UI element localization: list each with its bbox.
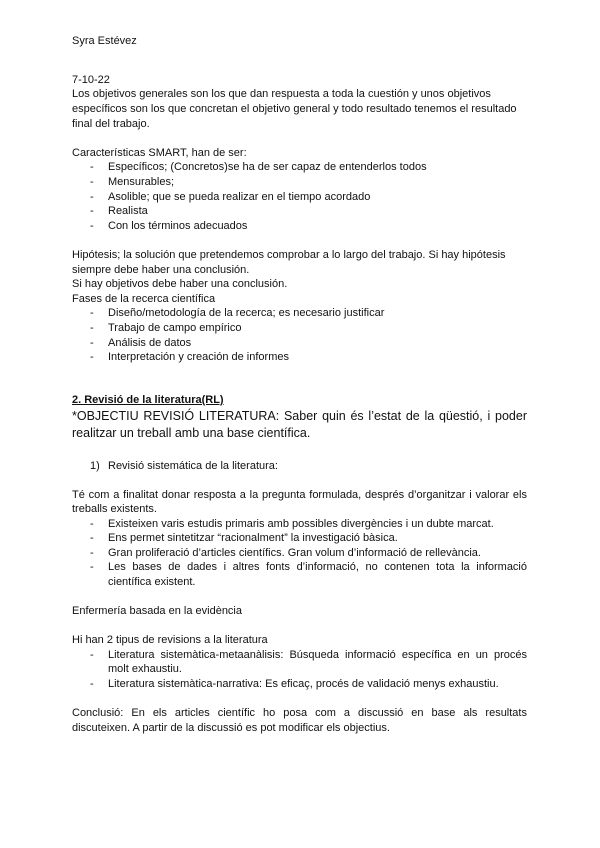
- review-item-4-line-2: científica existent.: [108, 576, 196, 588]
- bullet-dash: -: [90, 337, 94, 349]
- objectives-line-1: Los objetivos generales son los que dan respuesta a toda la cuestión y unos objetivos: [72, 88, 491, 100]
- type-1-line-1: Literatura sistemàtica-metaanàlisis: Búsqueda informació específica en un procés: [108, 649, 527, 661]
- conclusion-line-1: Conclusió: En els articles científic ho posa com a discussió en base als resultats: [72, 707, 527, 719]
- review-item-3: Gran proliferació d’articles científics. Gran volum d’informació de rellevància.: [108, 547, 481, 559]
- smart-title: Características SMART, han de ser:: [72, 147, 247, 159]
- conclusion-line-2: discuteixen. A partir de la discussió es pot modificar els objectius.: [72, 722, 390, 734]
- review-item-1: Existeixen varis estudis primaris amb possibles divergències i un dubte marcat.: [108, 518, 494, 530]
- bullet-dash: -: [90, 518, 94, 530]
- review-item-4-line-1: Les bases de dades i altres fonts d’informació, no contenen tota la informació: [108, 561, 527, 573]
- bullet-dash: -: [90, 649, 94, 661]
- bullet-dash: -: [90, 161, 94, 173]
- systematic-review-title: Revisió sistemática de la literatura:: [108, 460, 278, 472]
- purpose-line-1: Té com a finalitat donar resposta a la pregunta formulada, després d’organitzar i valorar els: [72, 489, 527, 501]
- smart-item-2: Mensurables;: [108, 176, 175, 188]
- type-1-line-2: molt exhaustiu.: [108, 663, 182, 675]
- author-name: Syra Estévez: [72, 35, 137, 47]
- phase-item-1: Diseño/metodología de la recerca; es necesario justificar: [108, 307, 385, 319]
- bullet-dash: -: [90, 532, 94, 544]
- bullet-dash: -: [90, 220, 94, 232]
- review-item-2: Ens permet sintetitzar “racionalment” la investigació bàsica.: [108, 532, 398, 544]
- phase-item-3: Análisis de datos: [108, 337, 192, 349]
- purpose-line-2: treballs existents.: [72, 503, 157, 515]
- hypothesis-line-3: Si hay objetivos debe haber una conclusión.: [72, 278, 288, 290]
- smart-item-4: Realista: [108, 205, 148, 217]
- evidence-heading: Enfermería basada en la evidència: [72, 605, 242, 617]
- bullet-dash: -: [90, 307, 94, 319]
- bullet-dash: -: [90, 547, 94, 559]
- objective-line-2: realitzar un treball amb una base científica.: [72, 426, 311, 440]
- phases-title: Fases de la recerca científica: [72, 293, 216, 305]
- bullet-dash: -: [90, 205, 94, 217]
- bullet-dash: -: [90, 176, 94, 188]
- bullet-dash: -: [90, 351, 94, 363]
- bullet-dash: -: [90, 191, 94, 203]
- numbered-label: 1): [90, 460, 100, 472]
- date: 7-10-22: [72, 74, 110, 86]
- smart-item-1: Específicos; (Concretos)se ha de ser capaz de entenderlos todos: [108, 161, 427, 173]
- hypothesis-line-2: siempre debe haber una conclusión.: [72, 264, 250, 276]
- objectives-line-2: específicos son los que concretan el objetivo general y todo resultado tenemos el resultado: [72, 103, 517, 115]
- hypothesis-line-1: Hipótesis; la solución que pretendemos comprobar a lo largo del trabajo. Si hay hipótesis: [72, 249, 506, 261]
- objective-line-1: *OBJECTIU REVISIÓ LITERATURA: Saber quin és l’estat de la qüestió, i poder: [72, 409, 527, 423]
- bullet-dash: -: [90, 678, 94, 690]
- smart-item-3: Asolible; que se pueda realizar en el tiempo acordado: [108, 191, 371, 203]
- phase-item-4: Interpretación y creación de informes: [108, 351, 289, 363]
- types-title: Hi han 2 tipus de revisions a la literatura: [72, 634, 268, 646]
- bullet-dash: -: [90, 561, 94, 573]
- objectives-line-3: final del trabajo.: [72, 118, 150, 130]
- bullet-dash: -: [90, 322, 94, 334]
- smart-item-5: Con los términos adecuados: [108, 220, 248, 232]
- section-2-heading: 2. Revisió de la literatura(RL): [72, 394, 224, 406]
- type-2: Literatura sistemàtica-narrativa: Es eficaç, procés de validació menys exhaustiu.: [108, 678, 499, 690]
- phase-item-2: Trabajo de campo empírico: [108, 322, 242, 334]
